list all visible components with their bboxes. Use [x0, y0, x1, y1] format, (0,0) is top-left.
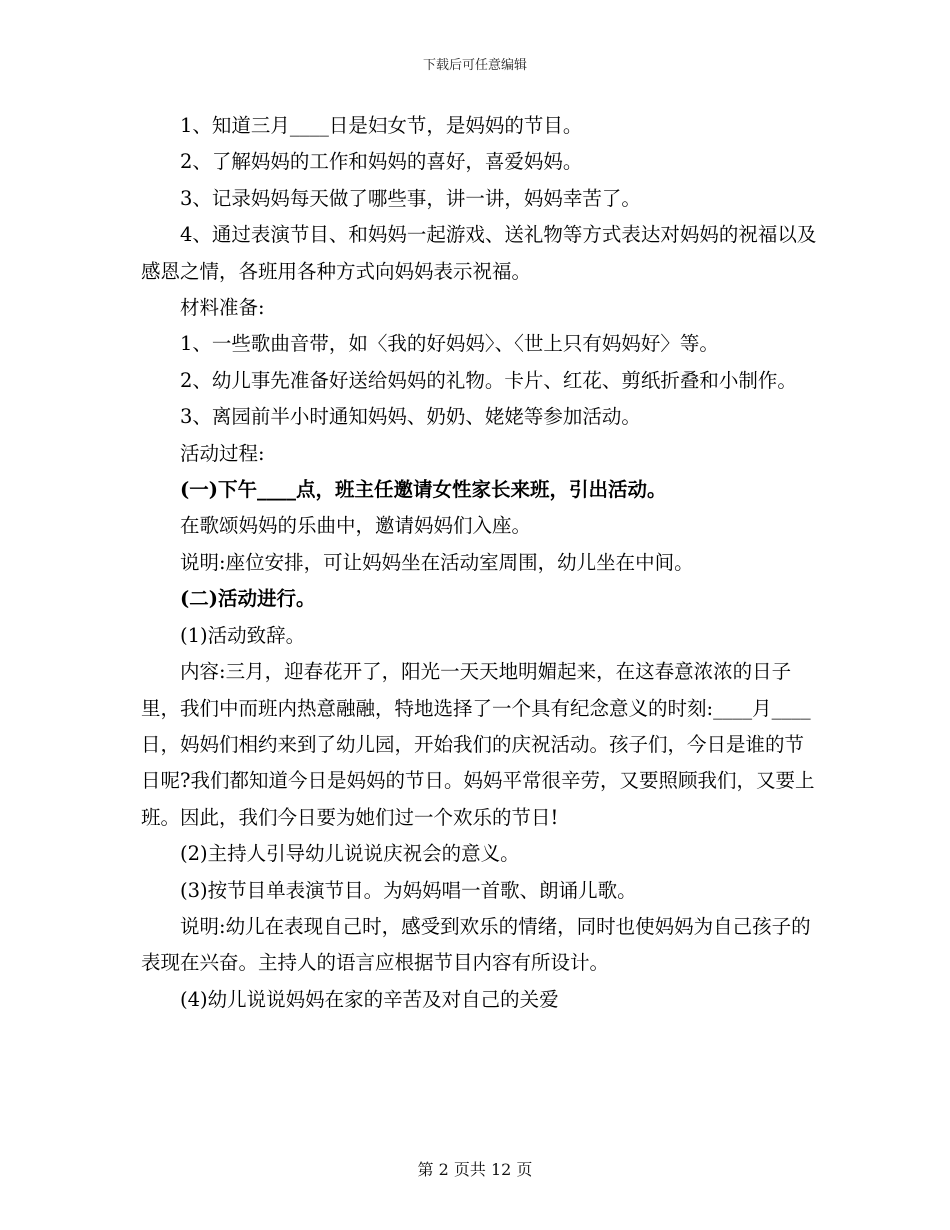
page-footer: 第 2 页共 12 页 — [417, 1160, 533, 1179]
paragraph: (2)主持人引导幼儿说说庆祝会的意义。 — [180, 842, 520, 866]
paragraph: 说明:幼儿在表现自己时，感受到欢乐的情绪，同时也使妈妈为自己孩子的表现在兴奋。主持人的语言应根据节目内容有所设计。 — [141, 914, 811, 975]
paragraph: 2、了解妈妈的工作和妈妈的喜好，喜爱妈妈。 — [180, 150, 583, 174]
paragraph: (1)活动致辞。 — [180, 623, 306, 647]
paragraph: 3、记录妈妈每天做了哪些事，讲一讲，妈妈幸苦了。 — [180, 186, 641, 210]
document-body — [141, 108, 821, 1018]
section-label: 材料准备: — [180, 296, 265, 320]
paragraph: 说明:座位安排，可让妈妈坐在活动室周围，幼儿坐在中间。 — [180, 550, 694, 574]
paragraph: 2、幼儿事先准备好送给妈妈的礼物。卡片、红花、剪纸折叠和小制作。 — [180, 368, 797, 392]
paragraph: 内容:三月，迎春花开了，阳光一天天地明媚起来，在这春意浓浓的日子里，我们中而班内热意融融，特地选择了一个具有纪念意义的时刻:____月____日，妈妈们相约来到了幼儿园，开始我们的庆祝活动。孩子们，今日是谁的节日呢?我们都知道今日是妈妈的节日。妈妈平常很辛劳，又要照顾我们，又要上班。因此，我们今日要为她们过一个欢乐的节日! — [141, 660, 815, 829]
paragraph: 1、知道三月____日是妇女节，是妈妈的节目。 — [180, 114, 583, 137]
paragraph: 在歌颂妈妈的乐曲中，邀请妈妈们入座。 — [180, 514, 532, 538]
paragraph: 4、通过表演节目、和妈妈一起游戏、送礼物等方式表达对妈妈的祝福以及感恩之情，各班用各种方式向妈妈表示祝福。 — [141, 223, 817, 283]
page-header: 下载后可任意编辑 — [422, 58, 527, 73]
paragraph: (3)按节目单表演节目。为妈妈唱一首歌、朗诵儿歌。 — [180, 878, 637, 902]
paragraph: (4)幼儿说说妈妈在家的辛苦及对自己的关爱 — [180, 987, 559, 1011]
paragraph: 1、一些歌曲音带，如〈我的好妈妈〉、〈世上只有妈妈好〉等。 — [180, 332, 719, 356]
section-heading: (二)活动进行。 — [180, 587, 316, 611]
paragraph: 3、离园前半小时通知妈妈、奶奶、姥姥等参加活动。 — [180, 405, 641, 429]
section-label: 活动过程: — [180, 441, 265, 465]
section-heading: (一)下午____点，班主任邀请女性家长来班，引出活动。 — [180, 478, 667, 502]
